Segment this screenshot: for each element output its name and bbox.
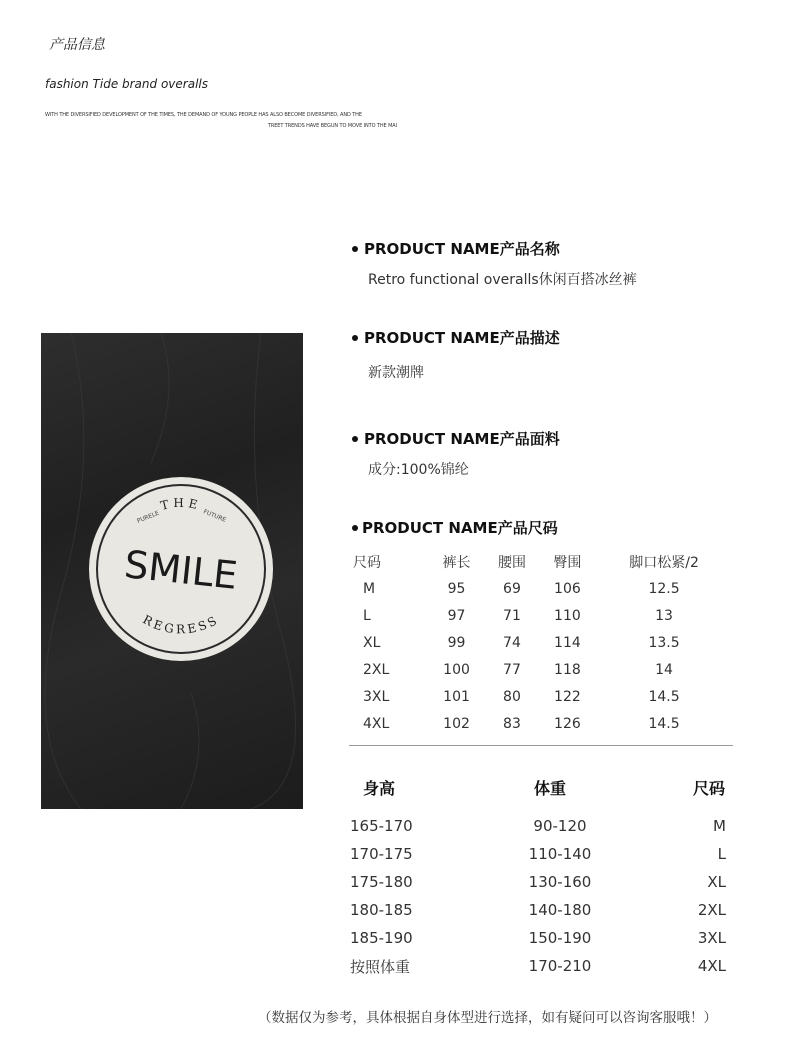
table-cell: 14.5 <box>648 688 680 705</box>
table-cell: 97 <box>447 607 466 624</box>
section-heading: PRODUCT NAME产品尺码 <box>352 517 558 538</box>
size-col-header: 裤长 <box>442 554 471 571</box>
table-cell: M <box>363 580 376 597</box>
product-photo <box>41 333 303 809</box>
table-cell: 按照体重 <box>350 957 411 976</box>
table-cell: 2XL <box>363 661 390 678</box>
patch-bottom-text: REGRESS <box>140 612 222 637</box>
smile-patch-graphic <box>41 333 303 809</box>
brand-description-line1: WITH THE DIVERSIFIED DEVELOPMENT OF THE TIMES, THE DEMAND OF YOUNG PEOPLE HAS ALSO BECOME DIVERSIFIED, AND THE <box>45 112 362 118</box>
table-cell: 165-170 <box>350 817 413 835</box>
table-cell: 118 <box>554 661 581 678</box>
section-value: 成分:100%锦纶 <box>368 462 469 478</box>
bullet-icon <box>352 525 358 531</box>
brand-description-line2: TREET TRENDS HAVE BEGUN TO MOVE INTO THE MAI <box>267 123 397 129</box>
section-product-size <box>352 517 558 538</box>
fit-table <box>340 812 740 980</box>
table-cell: 110 <box>554 607 581 624</box>
table-cell: 126 <box>554 715 581 732</box>
table-row <box>349 602 733 629</box>
table-cell: 180-185 <box>350 901 413 919</box>
table-cell: 140-180 <box>528 901 592 919</box>
section-product-description <box>352 327 560 382</box>
section-heading: PRODUCT NAME产品面料 <box>352 428 560 449</box>
fit-col-header-weight: 体重 <box>534 779 567 798</box>
table-cell: 14.5 <box>648 715 680 732</box>
table-cell: 185-190 <box>350 929 413 947</box>
section-value: Retro functional overalls休闲百搭冰丝裤 <box>368 272 637 288</box>
table-divider <box>349 745 733 746</box>
size-col-header: 脚口松紧/2 <box>629 554 699 571</box>
patch-top-text: THE <box>159 495 203 513</box>
table-cell: 4XL <box>697 957 726 975</box>
table-row <box>340 812 740 840</box>
table-cell: 130-160 <box>528 873 592 891</box>
table-cell: 3XL <box>697 929 726 947</box>
bullet-icon <box>352 335 358 341</box>
reference-note: （数据仅为参考，具体根据自身体型进行选择，如有疑问可以咨询客服哦！） <box>258 1010 717 1026</box>
table-row <box>349 710 733 737</box>
table-cell: 170-210 <box>528 957 592 975</box>
brand-subtitle: fashion Tide brand overalls <box>45 77 208 91</box>
table-cell: 80 <box>503 688 521 705</box>
section-product-name <box>352 238 637 289</box>
table-cell: 175-180 <box>350 873 413 891</box>
section-product-fabric <box>352 428 560 479</box>
table-row <box>349 683 733 710</box>
table-cell: XL <box>707 873 726 891</box>
patch-arc-left: PURELE <box>136 509 161 525</box>
table-cell: 150-190 <box>528 929 592 947</box>
table-row <box>340 924 740 952</box>
bullet-icon <box>352 246 358 252</box>
table-cell: 71 <box>503 607 521 624</box>
size-col-header: 腰围 <box>497 554 526 571</box>
table-cell: 14 <box>655 661 673 678</box>
table-row <box>340 896 740 924</box>
table-cell: 102 <box>443 715 470 732</box>
table-cell: 90-120 <box>533 817 587 835</box>
table-cell: 77 <box>503 661 521 678</box>
bullet-icon <box>352 436 358 442</box>
table-cell: 3XL <box>363 688 390 705</box>
section-value: 新款潮牌 <box>368 365 424 381</box>
size-col-header: 尺码 <box>353 554 381 571</box>
fit-col-header-height: 身高 <box>363 779 396 798</box>
table-cell: 69 <box>503 580 521 597</box>
table-cell: 13.5 <box>648 634 680 651</box>
table-cell: 95 <box>447 580 466 597</box>
table-cell: 2XL <box>697 901 726 919</box>
table-cell: 106 <box>554 580 581 597</box>
table-cell: L <box>717 845 726 863</box>
table-row <box>340 840 740 868</box>
table-cell: 100 <box>443 661 470 678</box>
table-cell: 110-140 <box>528 845 592 863</box>
table-cell: 13 <box>655 607 673 624</box>
table-row <box>349 575 733 602</box>
table-row <box>349 629 733 656</box>
table-row <box>340 952 740 980</box>
table-cell: L <box>363 607 371 624</box>
brand-description <box>45 110 405 132</box>
size-table <box>349 548 733 737</box>
table-cell: XL <box>363 634 381 651</box>
table-cell: 170-175 <box>350 845 413 863</box>
table-row <box>349 656 733 683</box>
table-row <box>340 868 740 896</box>
size-col-header: 臀围 <box>553 554 582 571</box>
section-heading: PRODUCT NAME产品描述 <box>352 327 560 348</box>
section-heading: PRODUCT NAME产品名称 <box>352 238 637 259</box>
table-cell: M <box>713 817 726 835</box>
table-cell: 4XL <box>363 715 390 732</box>
product-info-title: 产品信息 <box>49 37 105 53</box>
table-cell: 12.5 <box>648 580 680 597</box>
table-cell: 99 <box>447 634 466 651</box>
patch-arc-right: FUTURE <box>202 508 227 524</box>
table-cell: 101 <box>443 688 470 705</box>
fit-col-header-size: 尺码 <box>693 779 726 798</box>
table-cell: 114 <box>554 634 581 651</box>
patch-main-text: SMILE <box>122 542 240 598</box>
table-cell: 122 <box>554 688 581 705</box>
table-cell: 83 <box>503 715 521 732</box>
table-cell: 74 <box>503 634 521 651</box>
size-table-header <box>349 548 733 575</box>
